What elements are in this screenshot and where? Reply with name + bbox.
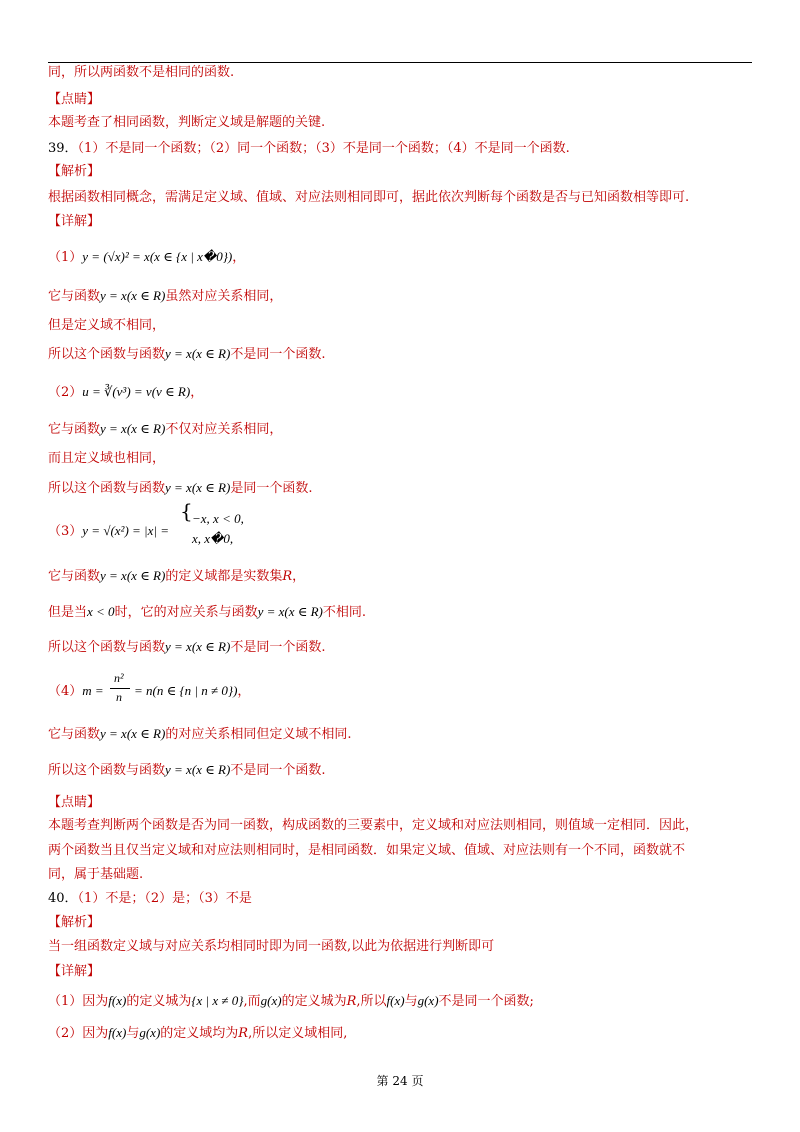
answer-39 [48, 140, 570, 158]
math-formula: m = [82, 683, 104, 698]
math-var: R [346, 994, 357, 1009]
section-tag-xiangjie: 【详解】 [48, 964, 101, 979]
punct: ， [190, 385, 204, 400]
text-span: ,所以 [356, 994, 387, 1009]
text-line [48, 725, 351, 744]
text-line [48, 383, 203, 402]
text-span: 它与函数 [48, 569, 101, 584]
math-formula: y = x(x ∈ R) [165, 480, 231, 495]
text-span: （1）因为 [48, 994, 109, 1009]
text-line [48, 682, 104, 701]
fraction-numerator: n² [114, 671, 124, 685]
text-line [48, 1024, 347, 1043]
text-span: 的定义域均为 [160, 1026, 239, 1041]
math-formula: y = x(x ∈ R) [257, 604, 323, 619]
math-formula: x < 0 [87, 604, 115, 619]
answer-text: （1）不是同一个函数；（2）同一个函数；（3）不是同一个函数；（4）不是同一个函数. [77, 141, 570, 156]
item-number: （3） [48, 524, 83, 539]
section-tag-xiangjie: 【详解】 [48, 214, 101, 229]
text-span: 所以这个函数与函数 [48, 640, 166, 655]
text-line: 但是定义域不相同， [48, 318, 166, 333]
math-formula: f(x) [386, 993, 405, 1008]
text-line: 同，所以两函数不是相同的函数. [48, 65, 235, 80]
text-span: 的定义城为 [126, 994, 192, 1009]
text-line [48, 603, 366, 622]
left-brace: { [180, 499, 193, 523]
math-formula: y = x(x ∈ R) [100, 288, 166, 303]
question-number: 40． [48, 891, 78, 906]
text-line [48, 992, 534, 1011]
text-span: 它与函数 [48, 422, 101, 437]
text-line: 两个函数当且仅当定义域和对应法则相同时，是相同函数．如果定义域、值域、对应法则有一个不同，函数就不 [48, 843, 686, 858]
text-span: 与 [126, 1026, 140, 1041]
text-line [48, 287, 282, 306]
math-formula: y = x(x ∈ R) [100, 421, 166, 436]
text-span: 但是当 [48, 605, 88, 620]
text-span: 不是同一个函数; [438, 994, 534, 1009]
math-formula: f(x) [108, 993, 127, 1008]
text-span: ,所以定义域相同, [248, 1026, 348, 1041]
punct: ， [232, 250, 246, 265]
text-span: 不是同一个函数. [230, 347, 326, 362]
text-span: 的定义域都是实数集 [165, 569, 283, 584]
text-span: （2）因为 [48, 1026, 109, 1041]
math-var: R [238, 1026, 249, 1041]
text-span: 与 [404, 994, 418, 1009]
text-span: 的定义城为 [281, 994, 347, 1009]
item-number: （4） [48, 684, 83, 699]
text-line [48, 345, 325, 364]
text-span: ,而 [243, 994, 261, 1009]
text-span: 不是同一个函数. [230, 640, 326, 655]
text-span: 所以这个函数与函数 [48, 763, 166, 778]
text-span: 虽然对应关系相同， [165, 289, 283, 304]
math-formula: g(x) [260, 993, 282, 1008]
text-line: 本题考查判断两个函数是否为同一函数，构成函数的三要素中，定义域和对应法则相同，则值域一定相同．因此， [48, 818, 699, 833]
text-span: 不仅对应关系相同， [165, 422, 283, 437]
math-formula: g(x) [417, 993, 439, 1008]
text-line [48, 761, 325, 780]
section-tag-jiexi: 【解析】 [48, 915, 101, 930]
section-tag-jiexi: 【解析】 [48, 164, 101, 179]
text-line: 本题考查了相同函数，判断定义域是解题的关键. [48, 115, 326, 130]
math-formula: y = (√x)² = x(x ∈ {x | x�0}) [82, 249, 233, 264]
text-span: 的对应关系相同但定义域不相同. [165, 727, 352, 742]
piecewise-case-1: −x, x < 0, [192, 511, 244, 526]
text-line [48, 522, 169, 541]
text-line [48, 248, 245, 267]
page-footer: 第 24 页 [376, 1074, 424, 1088]
header-rule [48, 62, 752, 63]
text-span: 是同一个函数. [230, 481, 313, 496]
text-span: 所以这个函数与函数 [48, 347, 166, 362]
fraction-denominator: n [116, 690, 122, 704]
text-line [48, 479, 312, 498]
answer-40 [48, 890, 252, 908]
piecewise-case-2: x, x�0, [192, 531, 234, 546]
math-formula: y = x(x ∈ R) [100, 726, 166, 741]
math-formula: u = ∛(v³) = v(v ∈ R) [82, 384, 191, 399]
text-line [134, 682, 250, 701]
text-line [48, 567, 305, 586]
math-formula: = n(n ∈ {n | n ≠ 0}) [134, 683, 238, 698]
math-formula: y = x(x ∈ R) [100, 568, 166, 583]
text-span: 时，它的对应关系与函数 [114, 605, 258, 620]
text-span: 所以这个函数与函数 [48, 481, 166, 496]
text-line: 当一组函数定义域与对应关系均相同时即为同一函数,以此为依据进行判断即可 [48, 939, 495, 954]
math-formula: g(x) [139, 1025, 161, 1040]
punct: ， [237, 684, 251, 699]
text-span: 不相同. [322, 605, 367, 620]
item-number: （2） [48, 385, 83, 400]
math-formula: f(x) [108, 1025, 127, 1040]
text-span: 它与函数 [48, 289, 101, 304]
math-formula: y = x(x ∈ R) [165, 762, 231, 777]
math-formula: {x | x ≠ 0} [191, 993, 244, 1008]
punct: ， [292, 569, 306, 584]
section-tag-dianjing: 【点睛】 [48, 92, 101, 107]
question-number: 39． [48, 141, 78, 156]
text-line: 根据函数相同概念，需满足定义域、值域、对应法则相同即可，据此依次判断每个函数是否与已知函数相等即可. [48, 190, 690, 205]
section-tag-dianjing: 【点睛】 [48, 795, 101, 810]
text-span: 它与函数 [48, 727, 101, 742]
text-line [48, 638, 325, 657]
text-line [48, 420, 282, 439]
text-span: 不是同一个函数. [230, 763, 326, 778]
fraction-bar [110, 688, 130, 689]
text-line: 同，属于基础题. [48, 867, 144, 882]
text-line: 而且定义域也相同， [48, 451, 166, 466]
math-formula: y = √(x²) = |x| = [82, 523, 169, 538]
answer-text: （1）不是；（2）是；（3）不是 [77, 891, 252, 906]
math-var: R [282, 569, 293, 584]
math-formula: y = x(x ∈ R) [165, 346, 231, 361]
math-formula: y = x(x ∈ R) [165, 639, 231, 654]
item-number: （1） [48, 250, 83, 265]
